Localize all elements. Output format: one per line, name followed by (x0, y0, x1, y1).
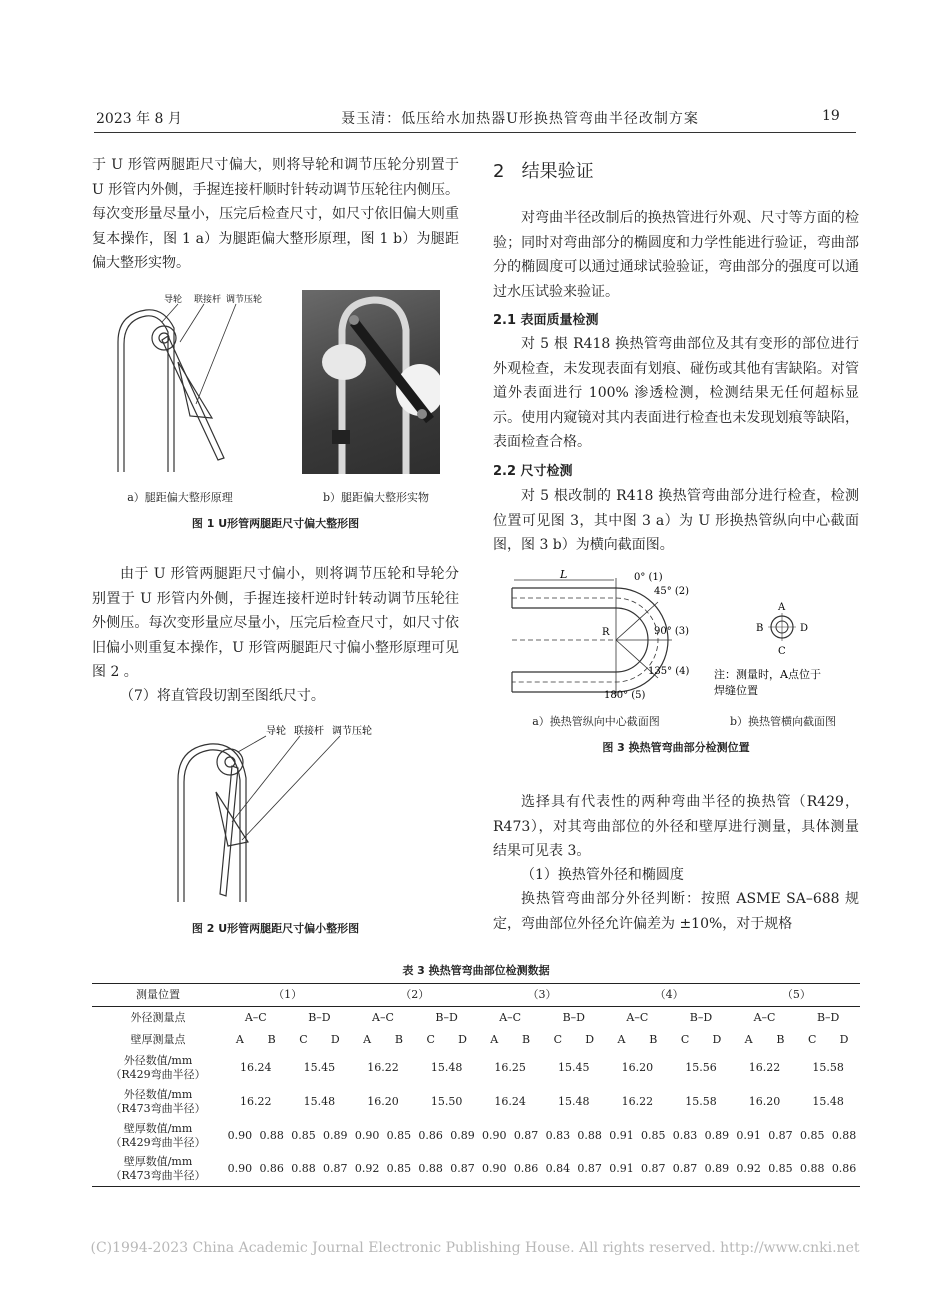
wall-value: 0.88 (259, 1128, 284, 1142)
header-date: 2023 年 8 月 (96, 111, 182, 127)
wall-value: 0.86 (828, 1153, 860, 1187)
wall-value: 0.92 (733, 1153, 765, 1187)
fig3-note-line-1: 注：测量时，A点位于 (714, 668, 821, 681)
wall-point: D (712, 1032, 722, 1046)
table-row (92, 1051, 860, 1085)
right-para-3: 对 5 根改制的 R418 换热管弯曲部分进行检查，检测位置可见图 3，其中图 3 a）为 U 形换热管纵向中心截面图，图 3 b）为横向截面图。 (493, 488, 859, 553)
wall-point: D (458, 1032, 467, 1046)
wall-point: D (585, 1032, 595, 1046)
od-point: B–D (308, 1010, 331, 1024)
table-3 (92, 983, 860, 1187)
fig3-caption: 图 3 换热管弯曲部分检测位置 (602, 741, 750, 754)
right-para-5: （1）换热管外径和椭圆度 (521, 867, 684, 883)
table-header-position-4: （4） (606, 984, 733, 1007)
od-value: 16.22 (748, 1060, 781, 1074)
left-para-1: 于 U 形管两腿距尺寸偏大，则将导轮和调节压轮分别置于 U 形管内外侧，手握连接杆顺时针转动调节压轮往内侧压。每次变形量尽量小，压完后检查尺寸，如尺寸依旧偏大则重复本操作，图 1 a）为腿距偏大整形原理，图 1 b）为腿距偏大整形实物。 (92, 157, 459, 271)
wall-point: A (617, 1032, 626, 1046)
fig3-label-45: 45° (2) (654, 586, 690, 597)
row-label-line-2: （R473弯曲半径） (110, 1101, 206, 1115)
table-row (92, 1119, 860, 1153)
od-value: 15.56 (685, 1060, 717, 1074)
wall-value: 0.91 (736, 1128, 761, 1142)
wall-point: B (267, 1032, 276, 1046)
fig1-label-press-wheel: 调节压轮 (226, 295, 263, 305)
wall-value: 0.84 (542, 1153, 574, 1187)
fig2-label-press-wheel: 调节压轮 (332, 726, 372, 737)
wall-value: 0.89 (450, 1128, 475, 1142)
section-2-number: 2 (493, 161, 505, 182)
od-point: B–D (562, 1010, 585, 1024)
od-value: 16.22 (367, 1060, 399, 1074)
table-row-label (92, 1153, 224, 1187)
table-row-label (92, 1051, 224, 1085)
header-page-number: 19 (822, 108, 840, 124)
figure-2-diagram (166, 722, 396, 904)
wall-value: 0.87 (768, 1128, 793, 1142)
wall-value: 0.88 (577, 1128, 602, 1142)
od-value: 15.58 (812, 1060, 844, 1074)
od-value: 16.25 (494, 1060, 526, 1074)
fig1-subcaption-b: b）腿距偏大整形实物 (322, 491, 430, 504)
od-value: 15.48 (430, 1060, 463, 1074)
wall-point: C (808, 1032, 817, 1046)
fig3-label-0: 0° (1) (634, 572, 663, 583)
od-value: 15.58 (685, 1094, 717, 1108)
header-title: 聂玉清：低压给水加热器U形换热管弯曲半径改制方案 (341, 111, 699, 127)
wall-point: B (649, 1032, 658, 1046)
subsection-2-2: 2.2 尺寸检测 (493, 464, 573, 479)
wall-value: 0.90 (478, 1153, 510, 1187)
wall-value: 0.86 (256, 1153, 288, 1187)
table3-body (92, 984, 860, 1187)
section-2-heading (493, 157, 594, 183)
fig1-subcaption-a: a）腿距偏大整形原理 (127, 491, 233, 504)
od-value: 16.20 (621, 1060, 654, 1074)
wall-value: 0.83 (672, 1128, 698, 1142)
table-row-label (92, 1085, 224, 1119)
od-point: A–C (372, 1010, 394, 1024)
wall-value: 0.85 (383, 1153, 415, 1187)
fig2-label-link-rod: 联接杆 (294, 726, 324, 737)
wall-value: 0.90 (354, 1128, 380, 1142)
od-value: 16.20 (748, 1094, 781, 1108)
od-value: 15.48 (558, 1094, 590, 1108)
wall-point: D (330, 1032, 340, 1046)
fig3-label-L: L (560, 568, 568, 581)
wall-value: 0.88 (796, 1153, 828, 1187)
fig3-point-D: D (800, 623, 809, 634)
figure-3-diagram (508, 568, 858, 708)
wall-point: A (744, 1032, 753, 1046)
od-point: A–C (499, 1010, 522, 1024)
fig3-label-180: 180° (5) (604, 690, 646, 701)
fig3-label-90: 90° (3) (654, 626, 690, 637)
wall-value: 0.87 (669, 1153, 701, 1187)
wall-value: 0.87 (574, 1153, 606, 1187)
right-para-6: 换热管弯曲部分外径判断：按照 ASME SA–688 规定，弯曲部位外径允许偏差为 ±10%，对于规格 (493, 891, 859, 932)
wall-point: A (235, 1032, 244, 1046)
table-row (92, 984, 860, 1007)
right-para-2: 对 5 根 R418 换热管弯曲部位及其有变形的部位进行外观检查，未发现表面有划痕、碰伤或其他有害缺陷。对管道外表面进行 100% 渗透检测，检测结果无任何超标显示。使用内窥镜对其内表面进行检查也未发现划痕等缺陷，表面检查合格。 (493, 336, 859, 450)
wall-point: B (522, 1032, 531, 1046)
od-point: A–C (753, 1010, 776, 1024)
fig3-subcaption-a: a）换热管纵向中心截面图 (532, 715, 660, 728)
fig1-label-link-rod: 联接杆 (194, 295, 222, 305)
table-row (92, 1007, 860, 1029)
figure-1b-photo (302, 290, 440, 474)
od-value: 15.50 (430, 1094, 463, 1108)
wall-value: 0.85 (291, 1128, 316, 1142)
od-value: 16.24 (240, 1060, 272, 1074)
od-value: 16.22 (240, 1094, 272, 1108)
fig3-subcaption-b: b）换热管横向截面图 (729, 715, 837, 728)
wall-value: 0.89 (701, 1153, 733, 1187)
row-label-line-2: （R429弯曲半径） (110, 1067, 206, 1081)
table-row-od-points-label: 外径测量点 (130, 1010, 186, 1024)
od-point: B–D (816, 1010, 840, 1024)
section-2-title: 结果验证 (521, 161, 594, 182)
table-header-position-3: （3） (478, 984, 605, 1007)
wall-value: 0.85 (765, 1153, 797, 1187)
wall-point: B (776, 1032, 785, 1046)
row-label-line-1: 外径数值/mm (123, 1053, 193, 1067)
table-header-position-2: （2） (351, 984, 478, 1007)
wall-value: 0.87 (637, 1153, 669, 1187)
wall-value: 0.90 (482, 1128, 507, 1142)
table-row (92, 1085, 860, 1119)
row-label-line-1: 外径数值/mm (123, 1087, 193, 1101)
right-para-4: 选择具有代表性的两种弯曲半径的换热管（R429，R473），对其弯曲部位的外径和壁厚进行测量，具体测量结果可见表 3。 (493, 794, 859, 859)
od-point: A–C (626, 1010, 649, 1024)
table3-title: 表 3 换热管弯曲部位检测数据 (402, 964, 550, 977)
row-label-line-1: 壁厚数值/mm (123, 1121, 193, 1135)
left-para-3: （7）将直管段切割至图纸尺寸。 (120, 688, 325, 704)
wall-value: 0.89 (323, 1128, 348, 1142)
wall-value: 0.87 (447, 1153, 479, 1187)
table-row (92, 1029, 860, 1051)
table-header-position-5: （5） (733, 984, 860, 1007)
fig1-caption: 图 1 U形管两腿距尺寸偏大整形图 (191, 517, 360, 530)
fig1-label-guide-wheel: 导轮 (164, 295, 183, 305)
left-para-2: 由于 U 形管两腿距尺寸偏小，则将调节压轮和导轮分别置于 U 形管内外侧，手握连接杆逆时针转动调节压轮往外侧压。每次变形量应尽量小，压完后检查尺寸，如尺寸依旧偏小则重复本操作，U 形管两腿距尺寸偏小整形原理可见图 2 。 (92, 566, 459, 680)
fig3-label-135: 135° (4) (648, 666, 690, 677)
od-value: 15.45 (303, 1060, 336, 1074)
wall-value: 0.85 (386, 1128, 412, 1142)
wall-point: C (299, 1032, 308, 1046)
od-value: 15.48 (812, 1094, 844, 1108)
fig3-point-B: B (756, 623, 764, 634)
wall-value: 0.86 (418, 1128, 443, 1142)
table-row-wall-points-label: 壁厚测量点 (130, 1032, 186, 1046)
fig2-caption: 图 2 U形管两腿距尺寸偏小整形图 (191, 922, 360, 935)
od-point: A–C (244, 1010, 267, 1024)
od-value: 15.45 (558, 1060, 590, 1074)
wall-value: 0.88 (288, 1153, 320, 1187)
od-value: 16.24 (494, 1094, 526, 1108)
od-point: B–D (689, 1010, 713, 1024)
row-label-line-2: （R473弯曲半径） (110, 1169, 206, 1183)
table-header-position-1: （1） (224, 984, 351, 1007)
wall-point: C (680, 1032, 690, 1046)
wall-value: 0.85 (641, 1128, 666, 1142)
wall-value: 0.92 (351, 1153, 383, 1187)
wall-point: B (394, 1032, 403, 1046)
wall-value: 0.91 (606, 1153, 638, 1187)
right-para-1: 对弯曲半径改制后的换热管进行外观、尺寸等方面的检验；同时对弯曲部分的椭圆度和力学性能进行验证，弯曲部分的椭圆度可以通过通球试验验证，弯曲部分的强度可以通过水压试验来验证。 (493, 210, 859, 300)
wall-value: 0.90 (224, 1153, 256, 1187)
wall-point: C (553, 1032, 563, 1046)
wall-value: 0.89 (704, 1128, 730, 1142)
fig3-note-line-2: 焊缝位置 (714, 684, 758, 697)
copyright-footer: (C)1994-2023 China Academic Journal Electronic Publishing House. All rights reserved. http://www.cnki.net (90, 1240, 860, 1256)
figure-1a-diagram (100, 292, 290, 474)
wall-value: 0.88 (831, 1128, 857, 1142)
od-value: 15.48 (303, 1094, 336, 1108)
wall-point: C (426, 1032, 435, 1046)
wall-point: D (839, 1032, 849, 1046)
wall-value: 0.83 (545, 1128, 571, 1142)
figure-1b-photo-sketch (302, 290, 440, 474)
table-row (92, 1153, 860, 1187)
wall-value: 0.87 (513, 1128, 539, 1142)
od-value: 16.20 (367, 1094, 399, 1108)
od-point: B–D (435, 1010, 458, 1024)
row-label-line-1: 壁厚数值/mm (123, 1155, 193, 1169)
wall-point: A (363, 1032, 372, 1046)
od-value: 16.22 (621, 1094, 654, 1108)
fig3-point-A: A (778, 602, 786, 613)
wall-point: A (490, 1032, 499, 1046)
wall-value: 0.88 (415, 1153, 447, 1187)
table-header-position: 测量位置 (92, 984, 224, 1007)
fig3-point-C: C (778, 646, 786, 657)
fig3-label-R: R (602, 627, 610, 638)
header-rule (94, 132, 856, 133)
row-label-line-2: （R429弯曲半径） (110, 1135, 206, 1149)
wall-value: 0.90 (227, 1128, 253, 1142)
subsection-2-1: 2.1 表面质量检测 (493, 313, 599, 328)
wall-value: 0.86 (510, 1153, 542, 1187)
fig2-label-guide-wheel: 导轮 (266, 726, 286, 737)
wall-value: 0.85 (799, 1128, 825, 1142)
wall-value: 0.87 (319, 1153, 351, 1187)
table-row-label (92, 1119, 224, 1153)
wall-value: 0.91 (609, 1128, 634, 1142)
